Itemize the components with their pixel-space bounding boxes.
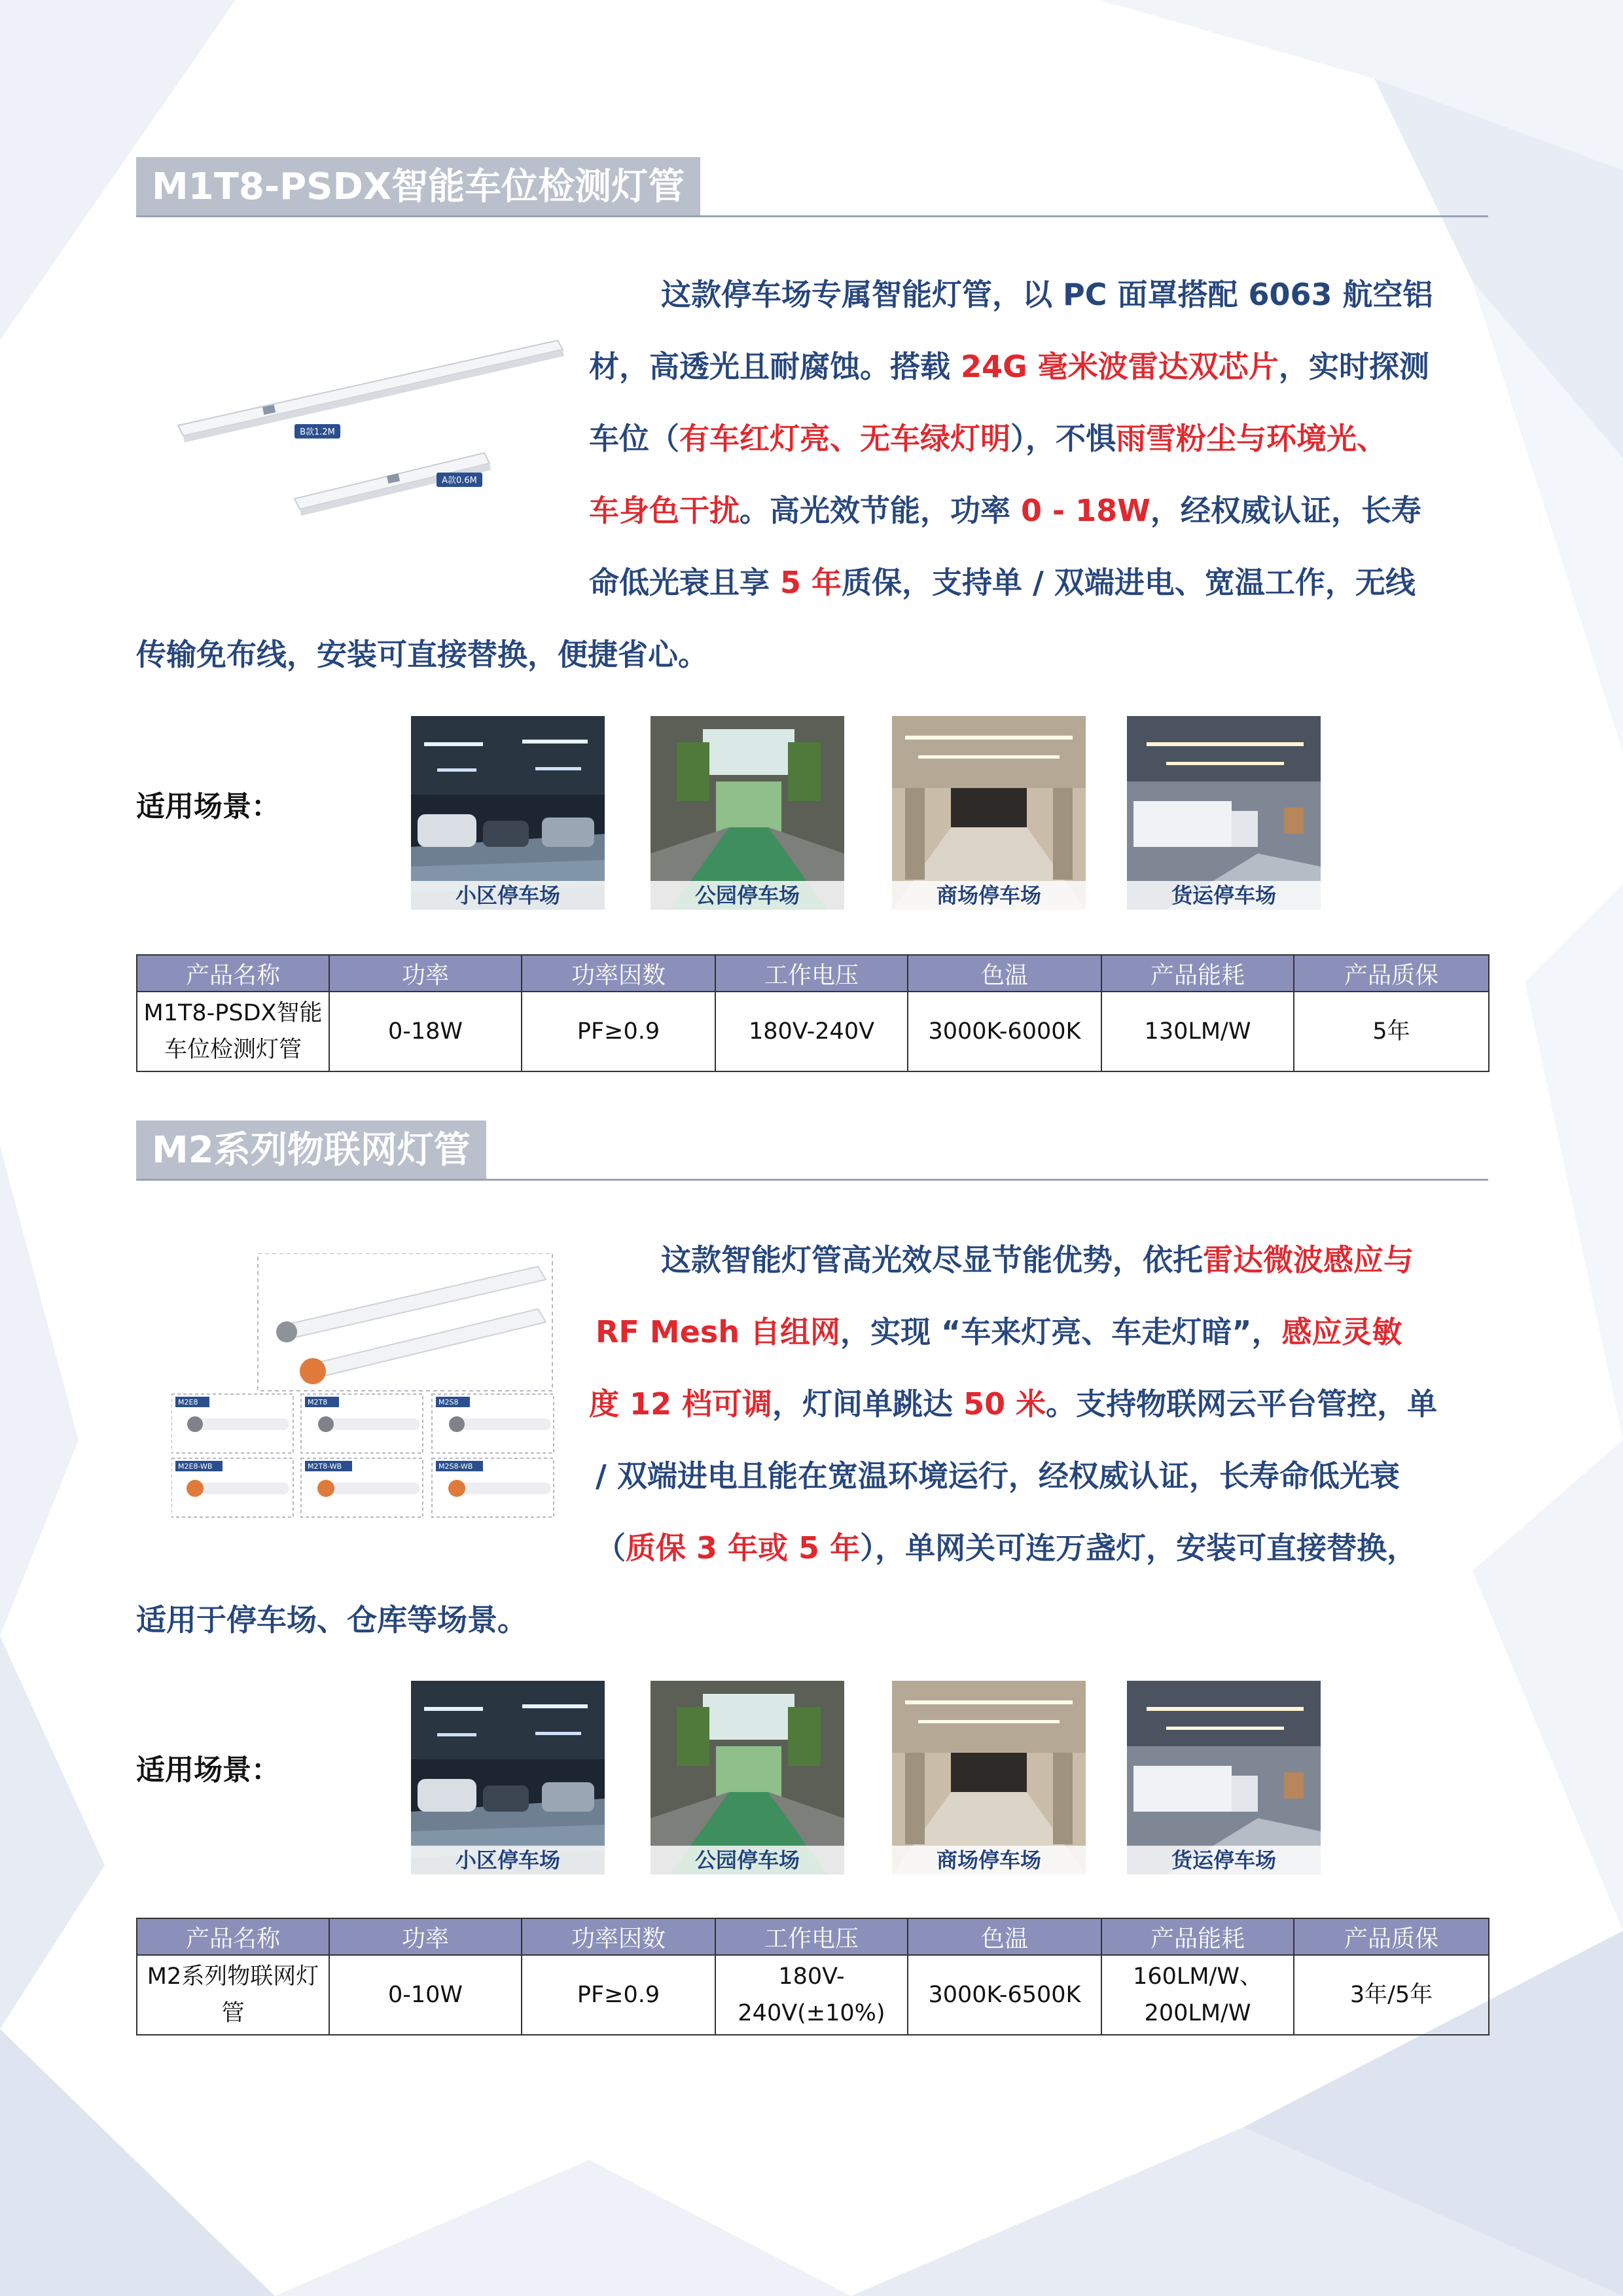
variant-label: M2E8-WB [178,1462,213,1471]
paragraph-line [136,619,708,691]
scene-caption: 货运停车场 [1127,881,1321,910]
scene-park-parking [651,1681,844,1874]
paragraph-text: （ [596,1530,626,1566]
scene-freight-parking [1127,716,1321,910]
paragraph-line [589,331,1429,403]
table-cell: 0-10W [329,1955,522,2035]
variant-label: M2T8 [308,1398,328,1407]
paragraph-text: 适用于停车场、仓库等场景。 [136,1602,527,1638]
paragraph-line [661,1224,1414,1296]
table-header-cell: 功率因数 [522,955,715,992]
paragraph-text: 传输免布线，安装可直接替换，便捷省心。 [136,637,708,672]
spec-table [136,954,1489,1072]
highlighted-text: 车身色干扰 [589,493,740,528]
table-header-cell: 产品能耗 [1101,1918,1294,1955]
table-header-cell: 产品能耗 [1101,955,1294,992]
highlighted-text: 度 12 档可调 [589,1386,773,1422]
variant-label: M2S8-WB [438,1462,473,1471]
title-underline [136,1179,1488,1181]
tube-label-a: A款0.6M [442,476,477,486]
paragraph-text: ，灯间单跳达 [772,1386,964,1422]
table-row [137,1955,1489,2035]
paragraph-text: 。高光效节能，功率 [740,493,1022,528]
paragraph-line [596,1512,1417,1584]
paragraph-line [589,403,1387,475]
table-header-cell: 工作电压 [715,1918,908,1955]
table-cell: 5年 [1294,992,1489,1071]
paragraph-text: ，实时探测 [1278,349,1429,384]
paragraph-line [589,475,1421,547]
paragraph-text: 这款智能灯管高光效尽显节能优势，依托 [661,1242,1203,1278]
table-cell: 3000K-6000K [908,992,1101,1071]
highlighted-text: 5 年 [780,565,842,600]
scene-park-parking [651,716,844,910]
variant-thumbnails [171,1394,554,1517]
table-header-row [137,1918,1489,1955]
paragraph-text: 车位（ [589,421,679,456]
highlighted-text: 感应灵敏 [1281,1314,1402,1350]
table-header-cell: 产品名称 [137,1918,329,1955]
paragraph-text: ），不惧 [1010,421,1116,456]
paragraph-text: 。支持物联网云平台管控，单 [1046,1386,1438,1422]
table-header-cell: 产品质保 [1294,1918,1489,1955]
table-cell: 0-18W [329,992,522,1071]
scene-caption: 公园停车场 [651,881,844,910]
scene-caption: 公园停车场 [651,1846,844,1874]
scene-mall-parking [892,716,1086,910]
variant-label: M2T8-WB [308,1462,342,1471]
highlighted-text: RF Mesh 自组网 [596,1314,840,1350]
highlighted-text: 有车红灯亮、无车绿灯明 [679,421,1010,456]
product-image-m2 [171,1253,558,1518]
table-cell: 3000K-6500K [908,1955,1101,2035]
highlighted-text: 质保 3 年或 5 年 [626,1530,861,1566]
table-header-cell: 色温 [908,955,1101,992]
table-header-cell: 功率 [329,1918,522,1955]
product-image-m1t8 [171,327,577,524]
paragraph-line [136,1584,527,1656]
paragraph-text: 质保，支持单 / 双端进电、宽温工作，无线 [842,565,1416,600]
paragraph-text: 这款停车场专属智能灯管，以 PC 面罩搭配 6063 航空铝 [661,277,1433,312]
section-title: M2系列物联网灯管 [136,1121,486,1181]
table-cell: M1T8-PSDX智能车位检测灯管 [137,992,329,1071]
table-cell: 130LM/W [1101,992,1294,1071]
highlighted-text: 50 米 [963,1386,1046,1422]
paragraph-text: ，经权威认证，长寿 [1150,493,1421,528]
tube-long [178,340,564,442]
table-header-cell: 功率 [329,955,522,992]
table-header-cell: 工作电压 [715,955,908,992]
table-header-cell: 功率因数 [522,1918,715,1955]
table-cell: M2系列物联网灯管 [137,1955,329,2035]
scenes-label: 适用场景： [136,790,280,823]
paragraph-text: ），单网关可连万盏灯，安装可直接替换， [860,1530,1418,1566]
highlighted-text: 0 - 18W [1021,493,1150,528]
scene-mall-parking [892,1681,1086,1874]
table-cell: 180V-240V(±10%) [715,1955,908,2035]
paragraph-text: 材，高透光且耐腐蚀。搭载 [589,349,961,384]
paragraph-text: / 双端进电且能在宽温环境运行，经权威认证，长寿命低光衰 [596,1458,1400,1494]
table-header-cell: 产品质保 [1294,955,1489,992]
table-header-cell: 色温 [908,1918,1101,1955]
paragraph-text: 命低光衰且享 [589,565,781,600]
tube-label-b: B款1.2M [300,427,335,437]
title-underline [136,215,1488,217]
table-cell: 160LM/W、200LM/W [1101,1955,1294,2035]
scene-freight-parking [1127,1681,1321,1874]
paragraph-line [596,1440,1400,1512]
scene-caption: 商场停车场 [892,1846,1086,1874]
highlighted-text: 雨雪粉尘与环境光、 [1116,421,1387,456]
table-cell: 180V-240V [715,992,908,1071]
highlighted-text: 雷达微波感应与 [1203,1242,1414,1278]
highlighted-text: 24G 毫米波雷达双芯片 [961,349,1279,384]
table-cell: 3年/5年 [1294,1955,1489,2035]
section-title: M1T8-PSDX智能车位检测灯管 [136,157,700,217]
scenes-label: 适用场景： [136,1753,280,1787]
paragraph-line [589,547,1416,619]
spec-table [136,1918,1489,2036]
paragraph-line [589,1368,1437,1440]
scene-residential-parking [411,716,605,910]
paragraph-line [661,259,1433,331]
table-header-cell: 产品名称 [137,955,329,992]
scene-caption: 小区停车场 [411,1846,605,1874]
table-cell: PF≥0.9 [522,1955,715,2035]
table-row [137,992,1489,1071]
paragraph-text: ，实现 “车来灯亮、车走灯暗”， [840,1314,1282,1350]
scene-residential-parking [411,1681,605,1874]
variant-label: M2E8 [178,1398,198,1407]
scene-caption: 货运停车场 [1127,1846,1321,1874]
paragraph-line [596,1296,1402,1368]
table-header-row [137,955,1489,992]
scene-caption: 商场停车场 [892,881,1086,910]
table-cell: PF≥0.9 [522,992,715,1071]
variant-label: M2S8 [438,1398,459,1407]
scene-caption: 小区停车场 [411,881,605,910]
